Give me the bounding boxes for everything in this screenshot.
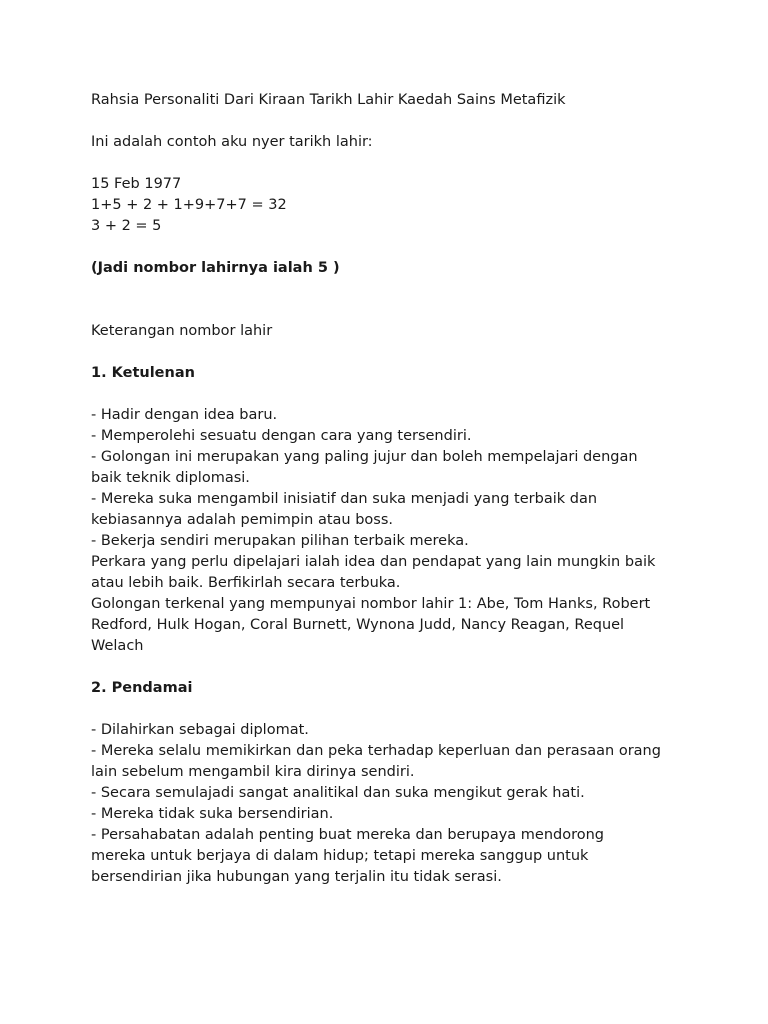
section-2-line: - Dilahirkan sebagai diplomat. [91,722,309,738]
section-1-line: Golongan terkenal yang mempunyai nombor lahir 1: Abe, Tom Hanks, Robert [91,596,651,612]
example-result: (Jadi nombor lahirnya ialah 5 ) [91,260,340,276]
section-1-line: Redford, Hulk Hogan, Coral Burnett, Wynona Judd, Nancy Reagan, Requel [91,617,625,633]
section-1-line: - Memperolehi sesuatu dengan cara yang tersendiri. [91,428,472,444]
section-1-line: baik teknik diplomasi. [91,470,250,486]
section-2-line: - Mereka selalu memikirkan dan peka terhadap keperluan dan perasaan orang [91,743,661,759]
section-1-line: - Hadir dengan idea baru. [91,407,278,423]
section-1-line: - Mereka suka mengambil inisiatif dan suka menjadi yang terbaik dan [91,491,598,507]
section-1-heading: 1. Ketulenan [91,365,195,381]
section-2-line: - Mereka tidak suka bersendirian. [91,806,334,822]
document-body [91,90,691,888]
section-2-line: lain sebelum mengambil kira dirinya sendiri. [91,764,415,780]
section-2-line: mereka untuk berjaya di dalam hidup; tetapi mereka sanggup untuk [91,848,589,864]
intro-text: Ini adalah contoh aku nyer tarikh lahir: [91,134,373,150]
section-2-line: bersendirian jika hubungan yang terjalin itu tidak serasi. [91,869,502,885]
example-date: 15 Feb 1977 [91,176,182,192]
example-calculation-2: 3 + 2 = 5 [91,218,162,234]
section-1-line: - Golongan ini merupakan yang paling jujur dan boleh mempelajari dengan [91,449,638,465]
section-2-line: - Secara semulajadi sangat analitikal dan suka mengikut gerak hati. [91,785,585,801]
section-2-heading: 2. Pendamai [91,680,193,696]
section-1-line: atau lebih baik. Berfikirlah secara terbuka. [91,575,401,591]
section-1-line: - Bekerja sendiri merupakan pilihan terbaik mereka. [91,533,469,549]
section-1-line: kebiasannya adalah pemimpin atau boss. [91,512,393,528]
example-calculation-1: 1+5 + 2 + 1+9+7+7 = 32 [91,197,287,213]
section-1-line: Perkara yang perlu dipelajari ialah idea dan pendapat yang lain mungkin baik [91,554,656,570]
section-heading: Keterangan nombor lahir [91,323,273,339]
section-2-line: - Persahabatan adalah penting buat mereka dan berupaya mendorong [91,827,605,843]
section-1-line: Welach [91,638,144,654]
document-title: Rahsia Personaliti Dari Kiraan Tarikh Lahir Kaedah Sains Metafizik [91,92,566,108]
